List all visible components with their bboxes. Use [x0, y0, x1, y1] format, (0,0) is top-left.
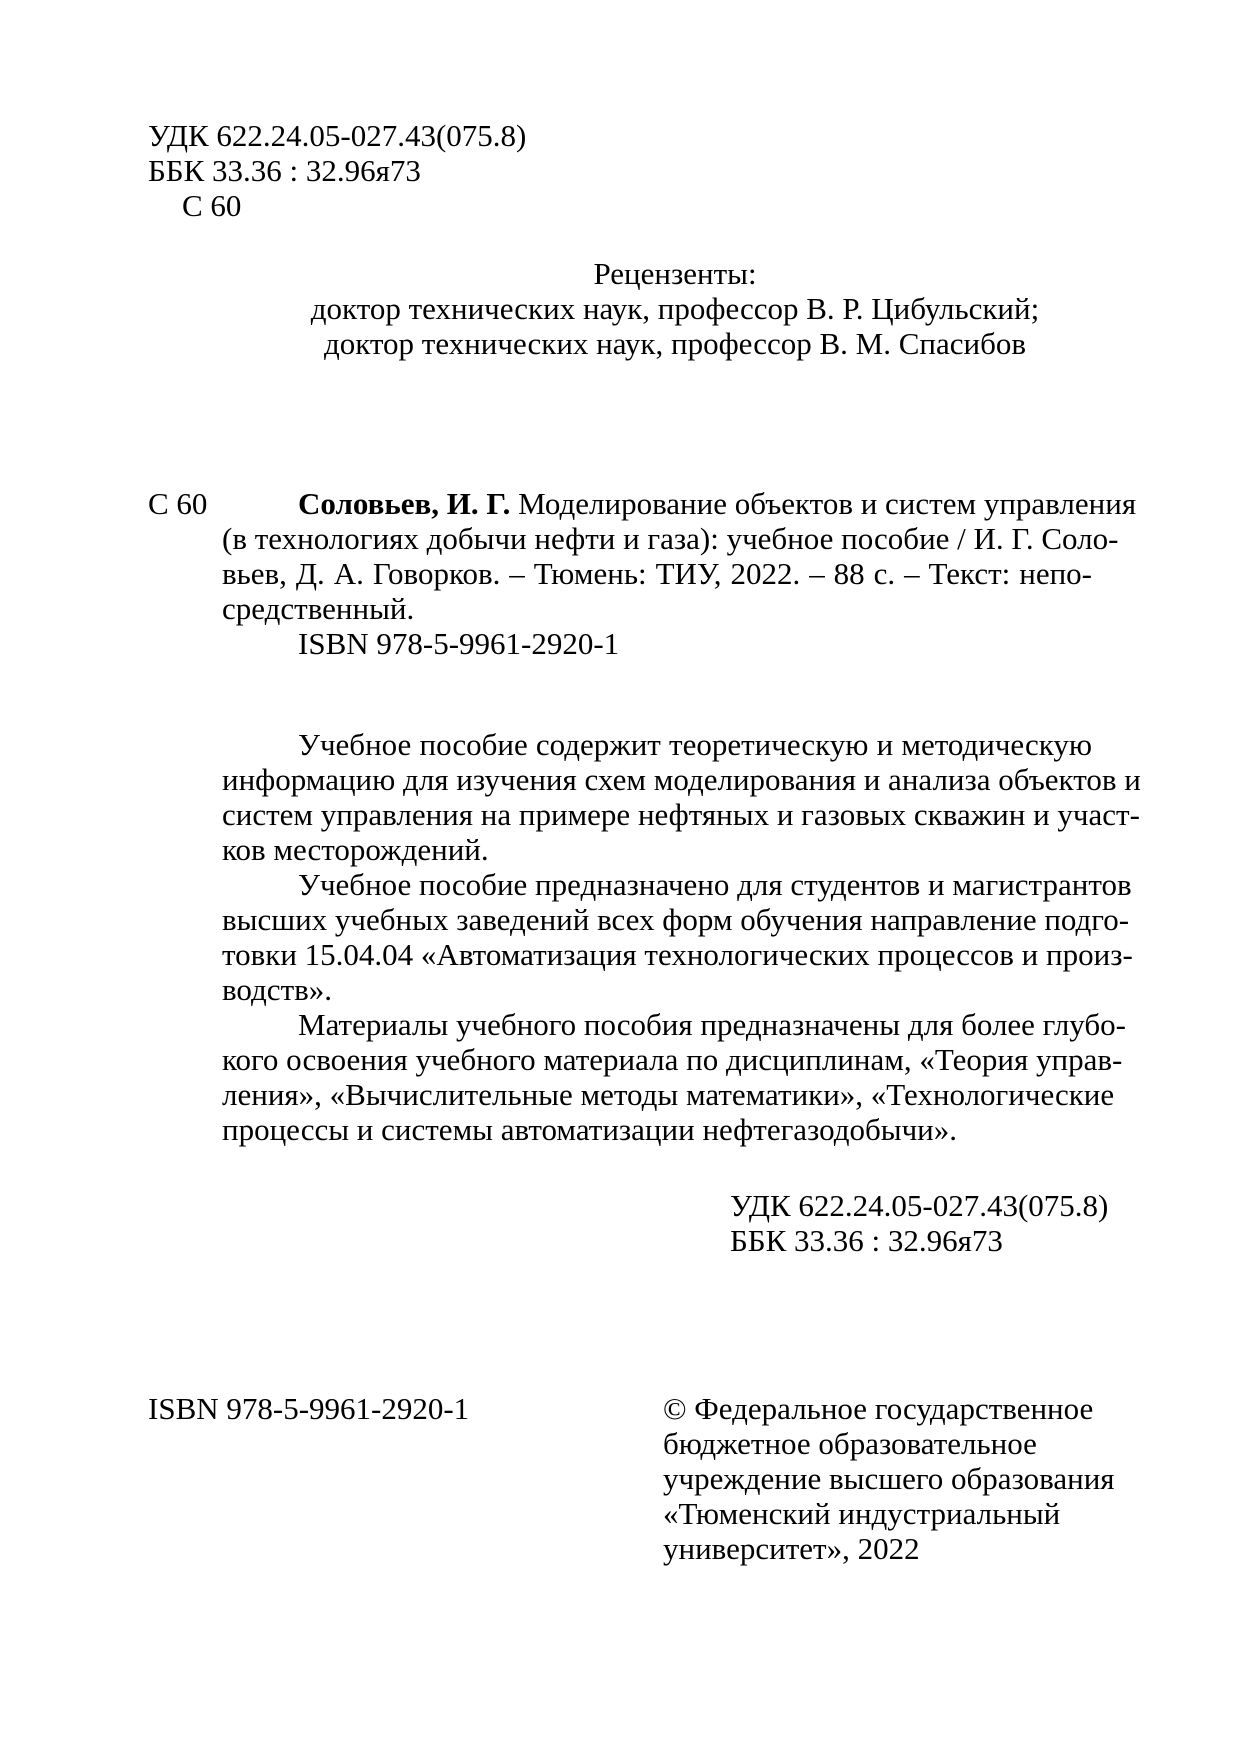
reviewer-line-1: доктор технических наук, профессор В. Р. Цибульский;: [310, 291, 1040, 326]
bottom-isbn: ISBN 978-5-9961-2920-1: [148, 1391, 470, 1426]
record-line-1: [298, 486, 1137, 522]
header-udk: УДК 622.24.05-027.43(075.8): [148, 118, 527, 153]
footer-udk: УДК 622.24.05-027.43(075.8): [730, 1188, 1109, 1223]
record-line-4: средственный.: [222, 591, 415, 626]
header-bbk: ББК 33.36 : 32.96я73: [148, 153, 421, 188]
annotation-p3-line-4: процессы и системы автоматизации нефтегазодобычи».: [222, 1112, 958, 1147]
reviewers-title: Рецензенты:: [593, 256, 757, 291]
annotation-p3-line-2: кого освоения учебного материала по дисциплинам, «Теория управ-: [222, 1042, 1123, 1077]
annotation-p2-line-3: товки 15.04.04 «Автоматизация технологических процессов и произ-: [222, 937, 1133, 972]
record-author: Соловьев, И. Г.: [298, 486, 511, 521]
copyright-line-3: учреждение высшего образования: [663, 1461, 1115, 1496]
annotation-p2-line-2: высших учебных заведений всех форм обучения направление подго-: [222, 902, 1130, 937]
reviewer-line-2: доктор технических наук, профессор В. М. Спасибов: [323, 326, 1026, 361]
annotation-p1-line-1: Учебное пособие содержит теоретическую и методическую: [298, 727, 1092, 762]
annotation-p3-line-1: Материалы учебного пособия предназначены для более глубо-: [298, 1007, 1126, 1042]
annotation-p2-line-4: водств».: [222, 972, 332, 1007]
record-line-3: вьев, Д. А. Говорков. – Тюмень: ТИУ, 2022. – 88 с. – Текст: непо-: [222, 556, 1092, 591]
copyright-line-2: бюджетное образовательное: [663, 1426, 1037, 1461]
record-line-2: (в технологиях добычи нефти и газа): учебное пособие / И. Г. Соло-: [222, 521, 1119, 556]
record-isbn: ISBN 978-5-9961-2920-1: [298, 626, 620, 661]
footer-bbk: ББК 33.36 : 32.96я73: [730, 1223, 1003, 1258]
record-mark: С 60: [148, 486, 208, 521]
annotation-p3-line-3: ления», «Вычислительные методы математики», «Технологические: [222, 1077, 1115, 1112]
annotation-p1-line-3: систем управления на примере нефтяных и газовых скважин и участ-: [222, 797, 1140, 832]
copyright-line-5: университет», 2022: [663, 1531, 920, 1566]
annotation-p2-line-1: Учебное пособие предназначено для студентов и магистрантов: [298, 867, 1132, 902]
copyright-line-1: © Федеральное государственное: [663, 1391, 1094, 1426]
header-author-mark: С 60: [182, 188, 242, 223]
annotation-p1-line-2: информацию для изучения схем моделирования и анализа объектов и: [222, 762, 1141, 797]
copyright-line-4: «Тюменский индустриальный: [663, 1496, 1061, 1531]
record-title: Моделирование объектов и систем управления: [510, 486, 1137, 521]
annotation-p1-line-4: ков месторождений.: [222, 832, 489, 867]
